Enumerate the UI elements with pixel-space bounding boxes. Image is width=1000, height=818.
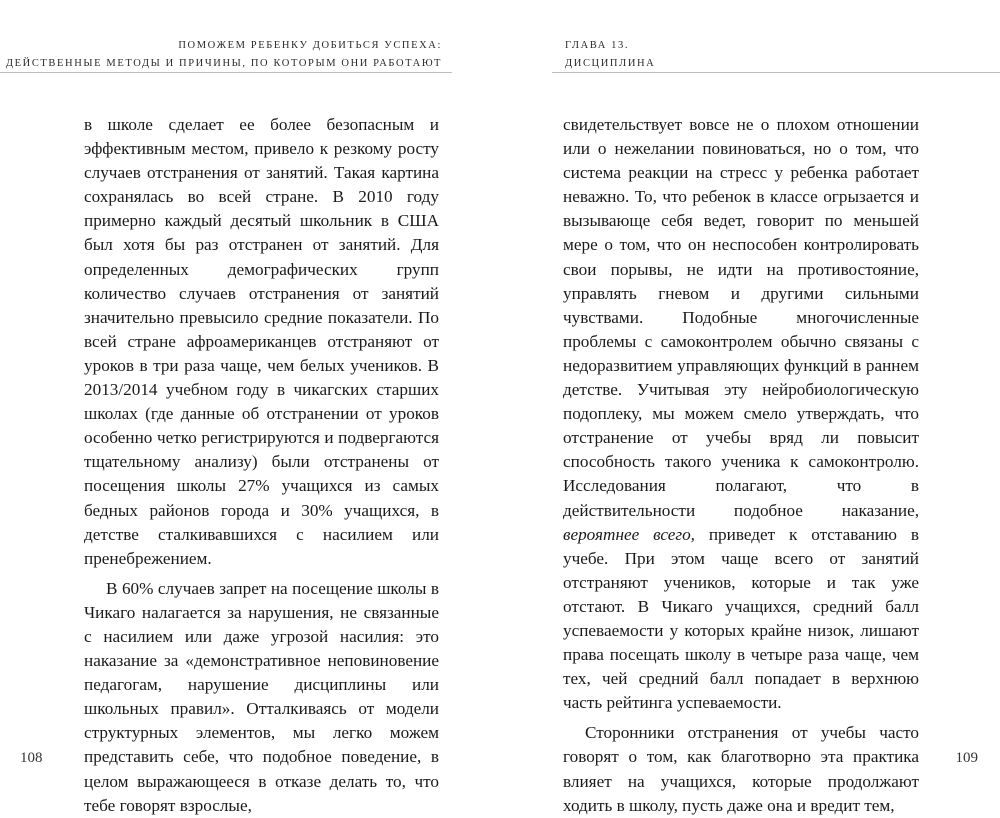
page-number: 108 xyxy=(20,750,43,766)
running-head-line-1: ПОМОЖЕМ РЕБЕНКУ ДОБИТЬСЯ УСПЕХА: xyxy=(178,40,442,51)
header-divider xyxy=(0,72,452,73)
body-text xyxy=(563,113,919,818)
body-text xyxy=(84,113,439,818)
paragraph-text: приведет к отставанию в учебе. При этом чаще всего от занятий отстраняют учеников, которые и так уже отстают. В Чикаго учащихся, средний балл успеваемости у которых крайне низок, лишают права посещать школу в четыре раза чаще, чем тех, чей средний балл попадает в верхнюю часть рейтинга успеваемости. xyxy=(563,524,919,713)
running-head-line-2: ДЕЙСТВЕННЫЕ МЕТОДЫ И ПРИЧИНЫ, ПО КОТОРЫМ ОНИ РАБОТАЮТ xyxy=(5,58,442,69)
paragraph-text: свидетельствует вовсе не о плохом отношении или о нежелании повиноваться, но о том, что система реакции на стресс у ребенка работает неважно. То, что ребенок в классе огрызается и вызывающе себя ведет, говорит по меньшей мере о том, что он неспособен контролировать свои порывы, не идти на противостояние, управлять гневом и другими сильными чувствами. Подобные многочисленные проблемы с самоконтролем обычно связаны с недоразвитием управляющих функций в раннем детстве. Учитывая эту нейробиологическую подоплеку, мы можем смело утверждать, что отстранение от учебы вряд ли повысит способность такого ученика к самоконтролю. Исследования полагают, что в действительности подобное наказание, xyxy=(563,115,919,520)
paragraph: В 60% случаев запрет на посещение школы в Чикаго налагается за нарушения, не связанные с насилием или даже угрозой насилия: это наказание за «демонстративное неповиновение педагогам, нарушение дисциплины или школьных правил». Отталкиваясь от модели структурных элементов, мы легко можем представить себе, что подобное поведение, в целом выражающееся в отказе делать то, что тебе говорят взрослые, xyxy=(84,578,439,815)
header-divider xyxy=(552,72,1000,73)
italic-emphasis: вероятнее всего, xyxy=(563,524,695,544)
paragraph: Сторонники отстранения от учебы часто говорят о том, как благотворно эта практика влияет на учащихся, которые продолжают ходить в школу, пусть даже она и вредит тем, xyxy=(563,723,919,815)
page-number: 109 xyxy=(955,750,978,766)
paragraph xyxy=(563,113,919,715)
paragraph: в школе сделает ее более безопасным и эффективным местом, привело к резкому росту случаев отстранения от занятий. Такая картина сохранялась во всей стране. В 2010 году примерно каждый десятый школьник в США был хотя бы раз отстранен от занятий. Для определенных демографических групп количество случаев отстранения от занятий значительно превысило средние показатели. По всей стране афроамериканцев отстраняют от уроков в три раза чаще, чем белых учеников. В 2013/2014 учебном году в чикагских старших школах (где данные об отстранении от уроков особенно четко регистрируются и подвергаются тщательному анализу) были отстранены от посещения школы 27% учащихся из самых бедных районов города и 30% учащихся, в детстве сталкивавшихся с насилием или пренебрежением. xyxy=(84,115,439,568)
running-head-line-1: ГЛАВА 13. xyxy=(565,40,630,51)
left-page xyxy=(0,0,500,815)
running-head-book-title xyxy=(6,37,442,73)
right-page xyxy=(500,0,1000,815)
running-head-line-2: ДИСЦИПЛИНА xyxy=(565,58,656,69)
running-head-chapter xyxy=(565,37,655,73)
